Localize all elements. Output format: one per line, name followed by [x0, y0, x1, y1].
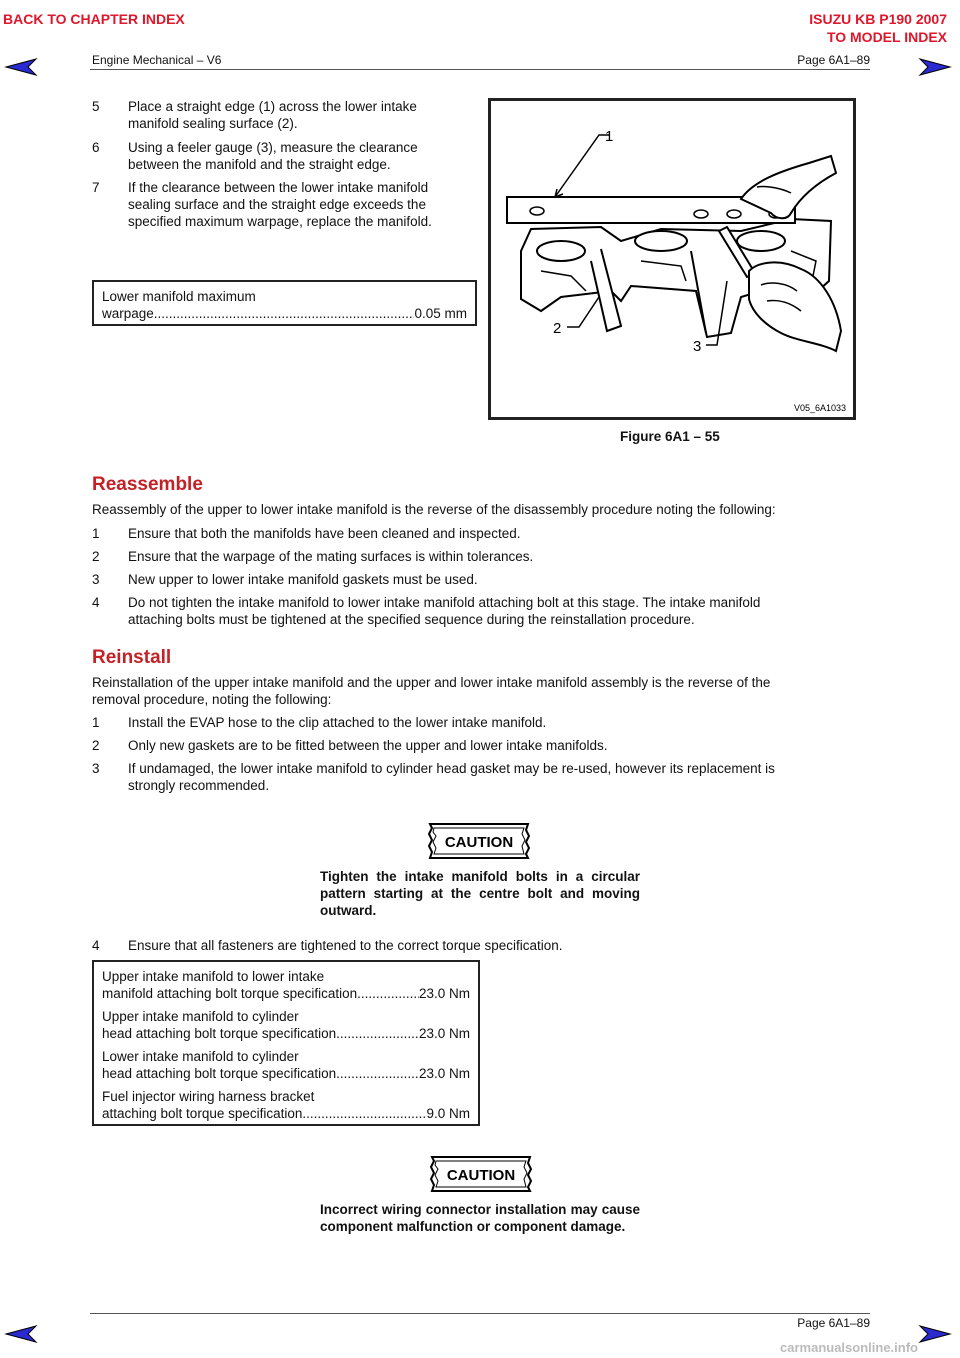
step-text: Ensure that the warpage of the mating surfaces is within tolerances.	[128, 549, 534, 564]
header-page-number: Page 6A1–89	[797, 53, 870, 67]
reassemble-step-4	[92, 594, 892, 628]
manifold-warpage-drawing	[491, 101, 853, 417]
spec-label: warpage	[102, 306, 154, 321]
torque-spec-row	[102, 968, 470, 1002]
section-name: Engine Mechanical – V6	[92, 53, 222, 67]
torque-spec-row	[102, 1088, 470, 1122]
spec-line1: Upper intake manifold to cylinder	[102, 1009, 299, 1024]
caution-badge-1	[426, 820, 532, 862]
reassemble-step-3	[92, 571, 892, 588]
reinstall-step-2	[92, 737, 892, 754]
header-rule	[90, 69, 870, 70]
figure-code: V05_6A1033	[793, 403, 846, 413]
step-text: Ensure that all fasteners are tightened to the correct torque specification.	[128, 938, 563, 953]
step-number: 4	[92, 595, 100, 610]
step-text: Ensure that both the manifolds have been cleaned and inspected.	[128, 526, 521, 541]
torque-spec-box	[92, 960, 480, 1126]
callout-1: 1	[605, 128, 614, 145]
warpage-spec-box	[92, 280, 477, 326]
figure-illustration	[488, 98, 856, 420]
step-5	[92, 98, 472, 132]
spec-line1: Lower intake manifold to cylinder	[102, 1049, 299, 1064]
previous-page-arrow-icon[interactable]	[4, 57, 38, 77]
previous-page-arrow-bottom-icon[interactable]	[4, 1324, 38, 1344]
spec-line2	[102, 305, 467, 322]
caution-2-text: Incorrect wiring connector installation may cause component malfunction or component damage.	[320, 1202, 640, 1234]
footer-page-number: Page 6A1–89	[797, 1316, 870, 1330]
spec-line1: Upper intake manifold to lower intake	[102, 969, 325, 984]
reassemble-step-1	[92, 525, 892, 542]
spec-label: attaching bolt torque specification	[102, 1106, 303, 1121]
torque-spec-row	[102, 1048, 470, 1082]
reassemble-intro: Reassembly of the upper to lower intake manifold is the reverse of the disassembly procedure noting the following:	[92, 502, 776, 517]
step-text: Using a feeler gauge (3), measure the clearance between the manifold and the straight edge.	[128, 140, 418, 172]
step-number: 1	[92, 715, 100, 730]
next-page-arrow-bottom-icon[interactable]	[918, 1324, 952, 1344]
spec-line1: Lower manifold maximum	[102, 289, 256, 304]
spec-value: 9.0 Nm	[426, 1106, 470, 1121]
caution-1-text: Tighten the intake manifold bolts in a circular pattern starting at the centre bolt and moving outward.	[320, 869, 640, 918]
callout-3: 3	[693, 338, 702, 355]
reassemble-step-2	[92, 548, 892, 565]
step-number: 6	[92, 140, 100, 155]
spec-line1: Fuel injector wiring harness bracket	[102, 1089, 315, 1104]
caution-label: CAUTION	[444, 834, 514, 851]
step-number: 2	[92, 549, 100, 564]
step-7	[92, 179, 472, 230]
reassemble-heading: Reassemble	[92, 474, 203, 495]
callout-2: 2	[553, 320, 562, 337]
step-number: 4	[92, 938, 100, 953]
spec-value: 0.05 mm	[414, 306, 467, 321]
back-to-chapter-index-link[interactable]: BACK TO CHAPTER INDEX	[3, 11, 185, 27]
reinstall-step-1	[92, 714, 892, 731]
reinstall-intro: Reinstallation of the upper intake manifold and the upper and lower intake manifold assembly is the reverse of the removal procedure, noting the following:	[92, 675, 771, 707]
reinstall-heading: Reinstall	[92, 647, 172, 668]
spec-label: manifold attaching bolt torque specification	[102, 986, 358, 1001]
next-page-arrow-icon[interactable]	[918, 57, 952, 77]
spec-label: head attaching bolt torque specification	[102, 1066, 337, 1081]
step-number: 2	[92, 738, 100, 753]
step-number: 5	[92, 99, 100, 114]
spec-value: 23.0 Nm	[418, 1066, 470, 1081]
reinstall-step-3	[92, 760, 892, 794]
footer-rule	[90, 1313, 870, 1314]
step-number: 3	[92, 761, 100, 776]
step-text: Only new gaskets are to be fitted between the upper and lower intake manifolds.	[128, 738, 608, 753]
spec-value: 23.0 Nm	[418, 1026, 470, 1041]
step-number: 1	[92, 526, 100, 541]
step-text: If the clearance between the lower intake manifold sealing surface and the straight edge exceeds the specified maximum warpage, replace the manifold.	[128, 180, 432, 229]
figure-caption: Figure 6A1 – 55	[620, 429, 720, 444]
step-text: Place a straight edge (1) across the lower intake manifold sealing surface (2).	[128, 99, 417, 131]
spec-label: head attaching bolt torque specification	[102, 1026, 337, 1041]
model-title-link[interactable]: ISUZU KB P190 2007	[809, 11, 947, 27]
to-model-index-link[interactable]: TO MODEL INDEX	[826, 29, 947, 45]
step-6	[92, 139, 472, 173]
step-text: Do not tighten the intake manifold to lower intake manifold attaching bolt at this stage. The intake manifold attaching bolts must be tightened at the specified sequence during the reinstallation procedure.	[128, 595, 761, 627]
spec-value: 23.0 Nm	[418, 986, 470, 1001]
torque-spec-row	[102, 1008, 470, 1042]
caution-label: CAUTION	[446, 1167, 516, 1184]
step-text: Install the EVAP hose to the clip attached to the lower intake manifold.	[128, 715, 547, 730]
step-number: 3	[92, 572, 100, 587]
step-number: 7	[92, 180, 100, 195]
reinstall-step-4	[92, 937, 892, 954]
step-text: New upper to lower intake manifold gaskets must be used.	[128, 572, 478, 587]
step-text: If undamaged, the lower intake manifold to cylinder head gasket may be re-used, however its replacement is strongly recommended.	[128, 761, 775, 793]
watermark: carmanualsonline.info	[780, 1340, 918, 1355]
caution-badge-2	[428, 1153, 534, 1195]
